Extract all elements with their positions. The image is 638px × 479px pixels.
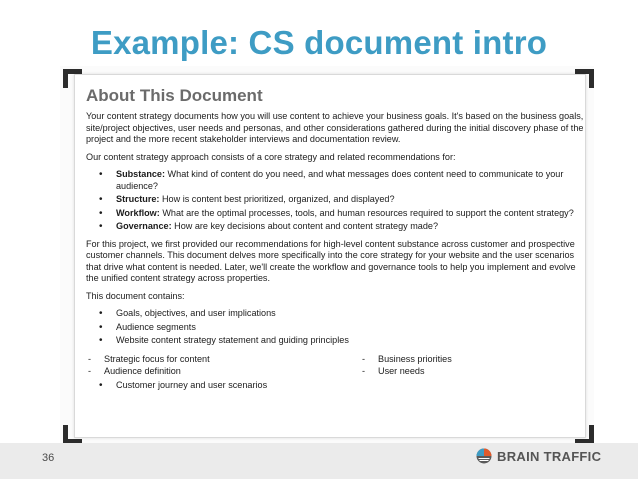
list-item <box>116 169 586 192</box>
list-item <box>116 221 586 233</box>
logo-wordmark: BRAIN TRAFFIC <box>497 448 602 464</box>
recommendation-text: How is content best prioritized, organized, and displayed? <box>159 194 395 204</box>
list-item: • Goals, objectives, and user implications <box>116 308 586 320</box>
sub-item: - User needs <box>362 365 522 377</box>
document-heading: About This Document <box>86 86 263 105</box>
list-item: • Website content strategy statement and guiding principles <box>116 335 586 347</box>
brain-logo-icon <box>476 448 492 464</box>
page-number: 36 <box>42 452 55 464</box>
list-item: • Audience segments <box>116 322 586 334</box>
recommendation-text: What kind of content do you need, and what messages does content need to communicate to your audience? <box>116 169 564 191</box>
sub-item: - Audience definition <box>88 365 338 377</box>
contents-list-end <box>86 380 586 392</box>
recommendation-term: Substance: <box>116 169 166 179</box>
recommendation-text: How are key decisions about content and content strategy made? <box>171 221 438 231</box>
sub-item: - Business priorities <box>362 353 522 365</box>
slide-title: Example: CS document intro <box>90 24 548 61</box>
list-item <box>116 208 586 220</box>
document-content <box>86 86 586 397</box>
intro-paragraph: Your content strategy documents how you will use content to achieve your business goals. It's based on the business goals, site/project objectives, user needs and personas, and other considerations gathered during the initial discovery phase of the project and the more recent stakeholder interviews and documentation review. <box>86 111 584 144</box>
recommendation-text: What are the optimal processes, tools, and human resources required to support the content strategy? <box>159 207 574 218</box>
brain-traffic-logo <box>476 448 601 464</box>
sub-item: - Strategic focus for content <box>88 353 338 365</box>
recommendation-term: Structure: <box>116 194 160 204</box>
project-paragraph: For this project, we first provided our recommendations for high-level content substance across customer and prospective customer channels. This document delves more specifically into the core strategy for your website and the user scenarios that drive what content is needed. Later, we'll create the workflow and governance tools to help you implement and evolve the unified content strategy across properties. <box>86 238 576 283</box>
list-item <box>116 194 586 206</box>
list-item: • Customer journey and user scenarios <box>116 380 586 392</box>
sub-items-grid <box>86 353 586 377</box>
contents-list <box>86 308 586 347</box>
recommendation-term: Governance: <box>116 221 172 231</box>
approach-paragraph: Our content strategy approach consists of a core strategy and related recommendations for: <box>86 151 456 162</box>
recommendation-term: Workflow: <box>116 207 160 218</box>
recommendations-list <box>86 169 586 233</box>
contains-label: This document contains: <box>86 290 185 301</box>
